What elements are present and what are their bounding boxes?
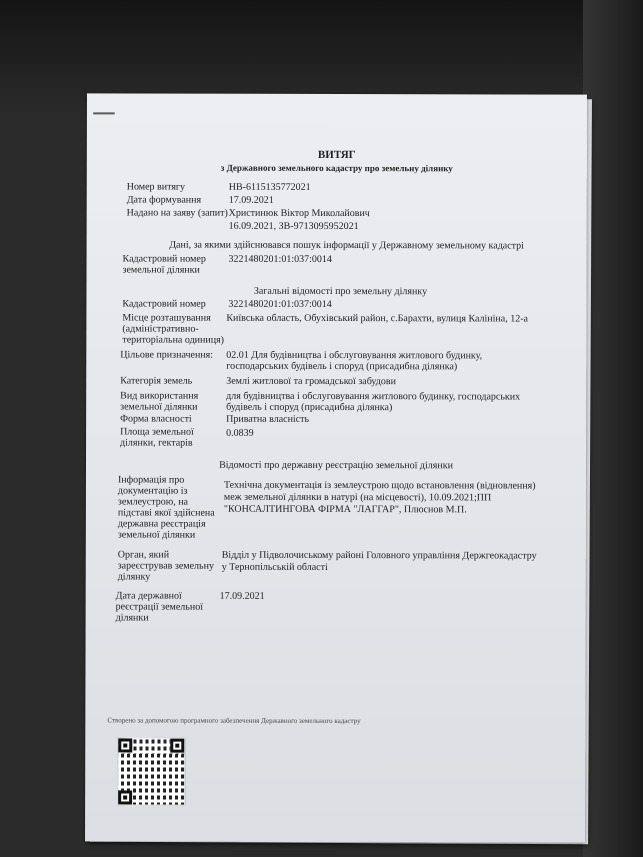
- field-value: Технічна документація із землеустрою щодо встановлення (відновлення): [223, 479, 536, 492]
- field-value: Відділ у Підволочиському районі Головного управління Держгеокадастру: [221, 549, 537, 562]
- field-value: Землі житлової та громадської забудови: [226, 375, 396, 388]
- field-label: Площа земельної: [120, 426, 194, 438]
- field-label: ділянку: [117, 571, 151, 583]
- header-value: НВ-6115135772021: [228, 181, 311, 193]
- document-subtitle: з Державного земельного кадастру про земельну ділянку: [220, 162, 453, 174]
- field-label: Дата державної: [115, 590, 182, 602]
- field-label: державна реєстрація: [117, 518, 206, 530]
- field-label: Вид використання: [120, 390, 199, 402]
- field-label: Категорія земель: [120, 375, 193, 387]
- field-label: Форма власності: [120, 413, 192, 425]
- general-section-title: Загальні відомості про земельну ділянку: [253, 285, 428, 298]
- field-label: реєстрації земельної: [115, 601, 203, 613]
- field-value: будівель і споруд (присадибна ділянка): [226, 401, 393, 414]
- footer-note: Створено за допомогою програмного забезпечення Державного земельного кадастру: [107, 716, 361, 726]
- field-label: територіальна одиниця): [122, 334, 225, 346]
- field-label: Кадастровий номер: [122, 253, 206, 265]
- header-label: Дата формування: [126, 194, 202, 206]
- field-value: 3221480201:01:037:0014: [228, 253, 332, 265]
- field-label: ділянки: [115, 612, 149, 624]
- field-value: 0.0839: [226, 427, 254, 439]
- field-label: Інформація про: [117, 474, 185, 486]
- field-label: Кадастровий номер: [122, 298, 206, 310]
- header-value: Христинюк Віктор Миколайович: [228, 207, 370, 220]
- field-label: Орган, який: [117, 549, 170, 561]
- document-title: ВИТЯГ: [317, 148, 356, 162]
- qr-code-icon: [117, 737, 185, 805]
- field-label: земельної ділянки: [120, 401, 198, 413]
- field-value: "КОНСАЛТИНГОВА ФІРМА "ЛАГГАР", Плюснов М.П.: [223, 503, 467, 516]
- field-value: господарських будівель і споруд (присадибна ділянка): [226, 360, 458, 373]
- field-value: Приватна власність: [226, 413, 310, 425]
- staple-icon: [93, 112, 115, 114]
- field-value: 02.01 Для будівництва і обслуговування житлового будинку,: [226, 349, 483, 362]
- field-label: Цільове призначення:: [120, 349, 214, 361]
- field-label: ділянки, гектарів: [120, 437, 193, 449]
- field-label: землеустрою, на: [117, 496, 189, 508]
- field-value: меж земельної ділянки в натурі (на місцевості), 10.09.2021;ПП: [223, 491, 492, 504]
- header-label: Номер витягу: [126, 181, 186, 193]
- header-value: 17.09.2021: [228, 194, 274, 206]
- registration-section-title: Відомості про державну реєстрацію земельної ділянки: [219, 459, 453, 472]
- field-value: для будівництва і обслуговування житлового будинку, господарських: [226, 390, 521, 403]
- background-right: [583, 0, 643, 857]
- header-value: 16.09.2021, ЗВ-9713095952021: [228, 220, 359, 233]
- field-value: Київська область, Обухівський район, с.Барахти, вулиця Калініна, 12-а: [226, 312, 529, 325]
- field-label: зареєстрував земельну: [117, 560, 214, 572]
- field-value: у Тернопільській області: [221, 561, 328, 573]
- document-sheet: [85, 93, 587, 842]
- field-label: підставі якої здійснена: [117, 507, 215, 519]
- field-label: земельної ділянки: [117, 529, 196, 541]
- field-label: Місце розташування: [122, 312, 211, 324]
- field-label: документацію із: [117, 485, 188, 497]
- search-section-title: Дані, за якими здійснювався пошук інформації у Державному земельному кадастрі: [169, 239, 524, 252]
- field-value: 3221480201:01:037:0014: [228, 298, 332, 310]
- field-label: земельної ділянки: [122, 264, 200, 276]
- header-label: Надано на заяву (запит): [126, 207, 228, 219]
- field-label: (адміністративно-: [122, 323, 199, 335]
- field-value: 17.09.2021: [219, 590, 265, 602]
